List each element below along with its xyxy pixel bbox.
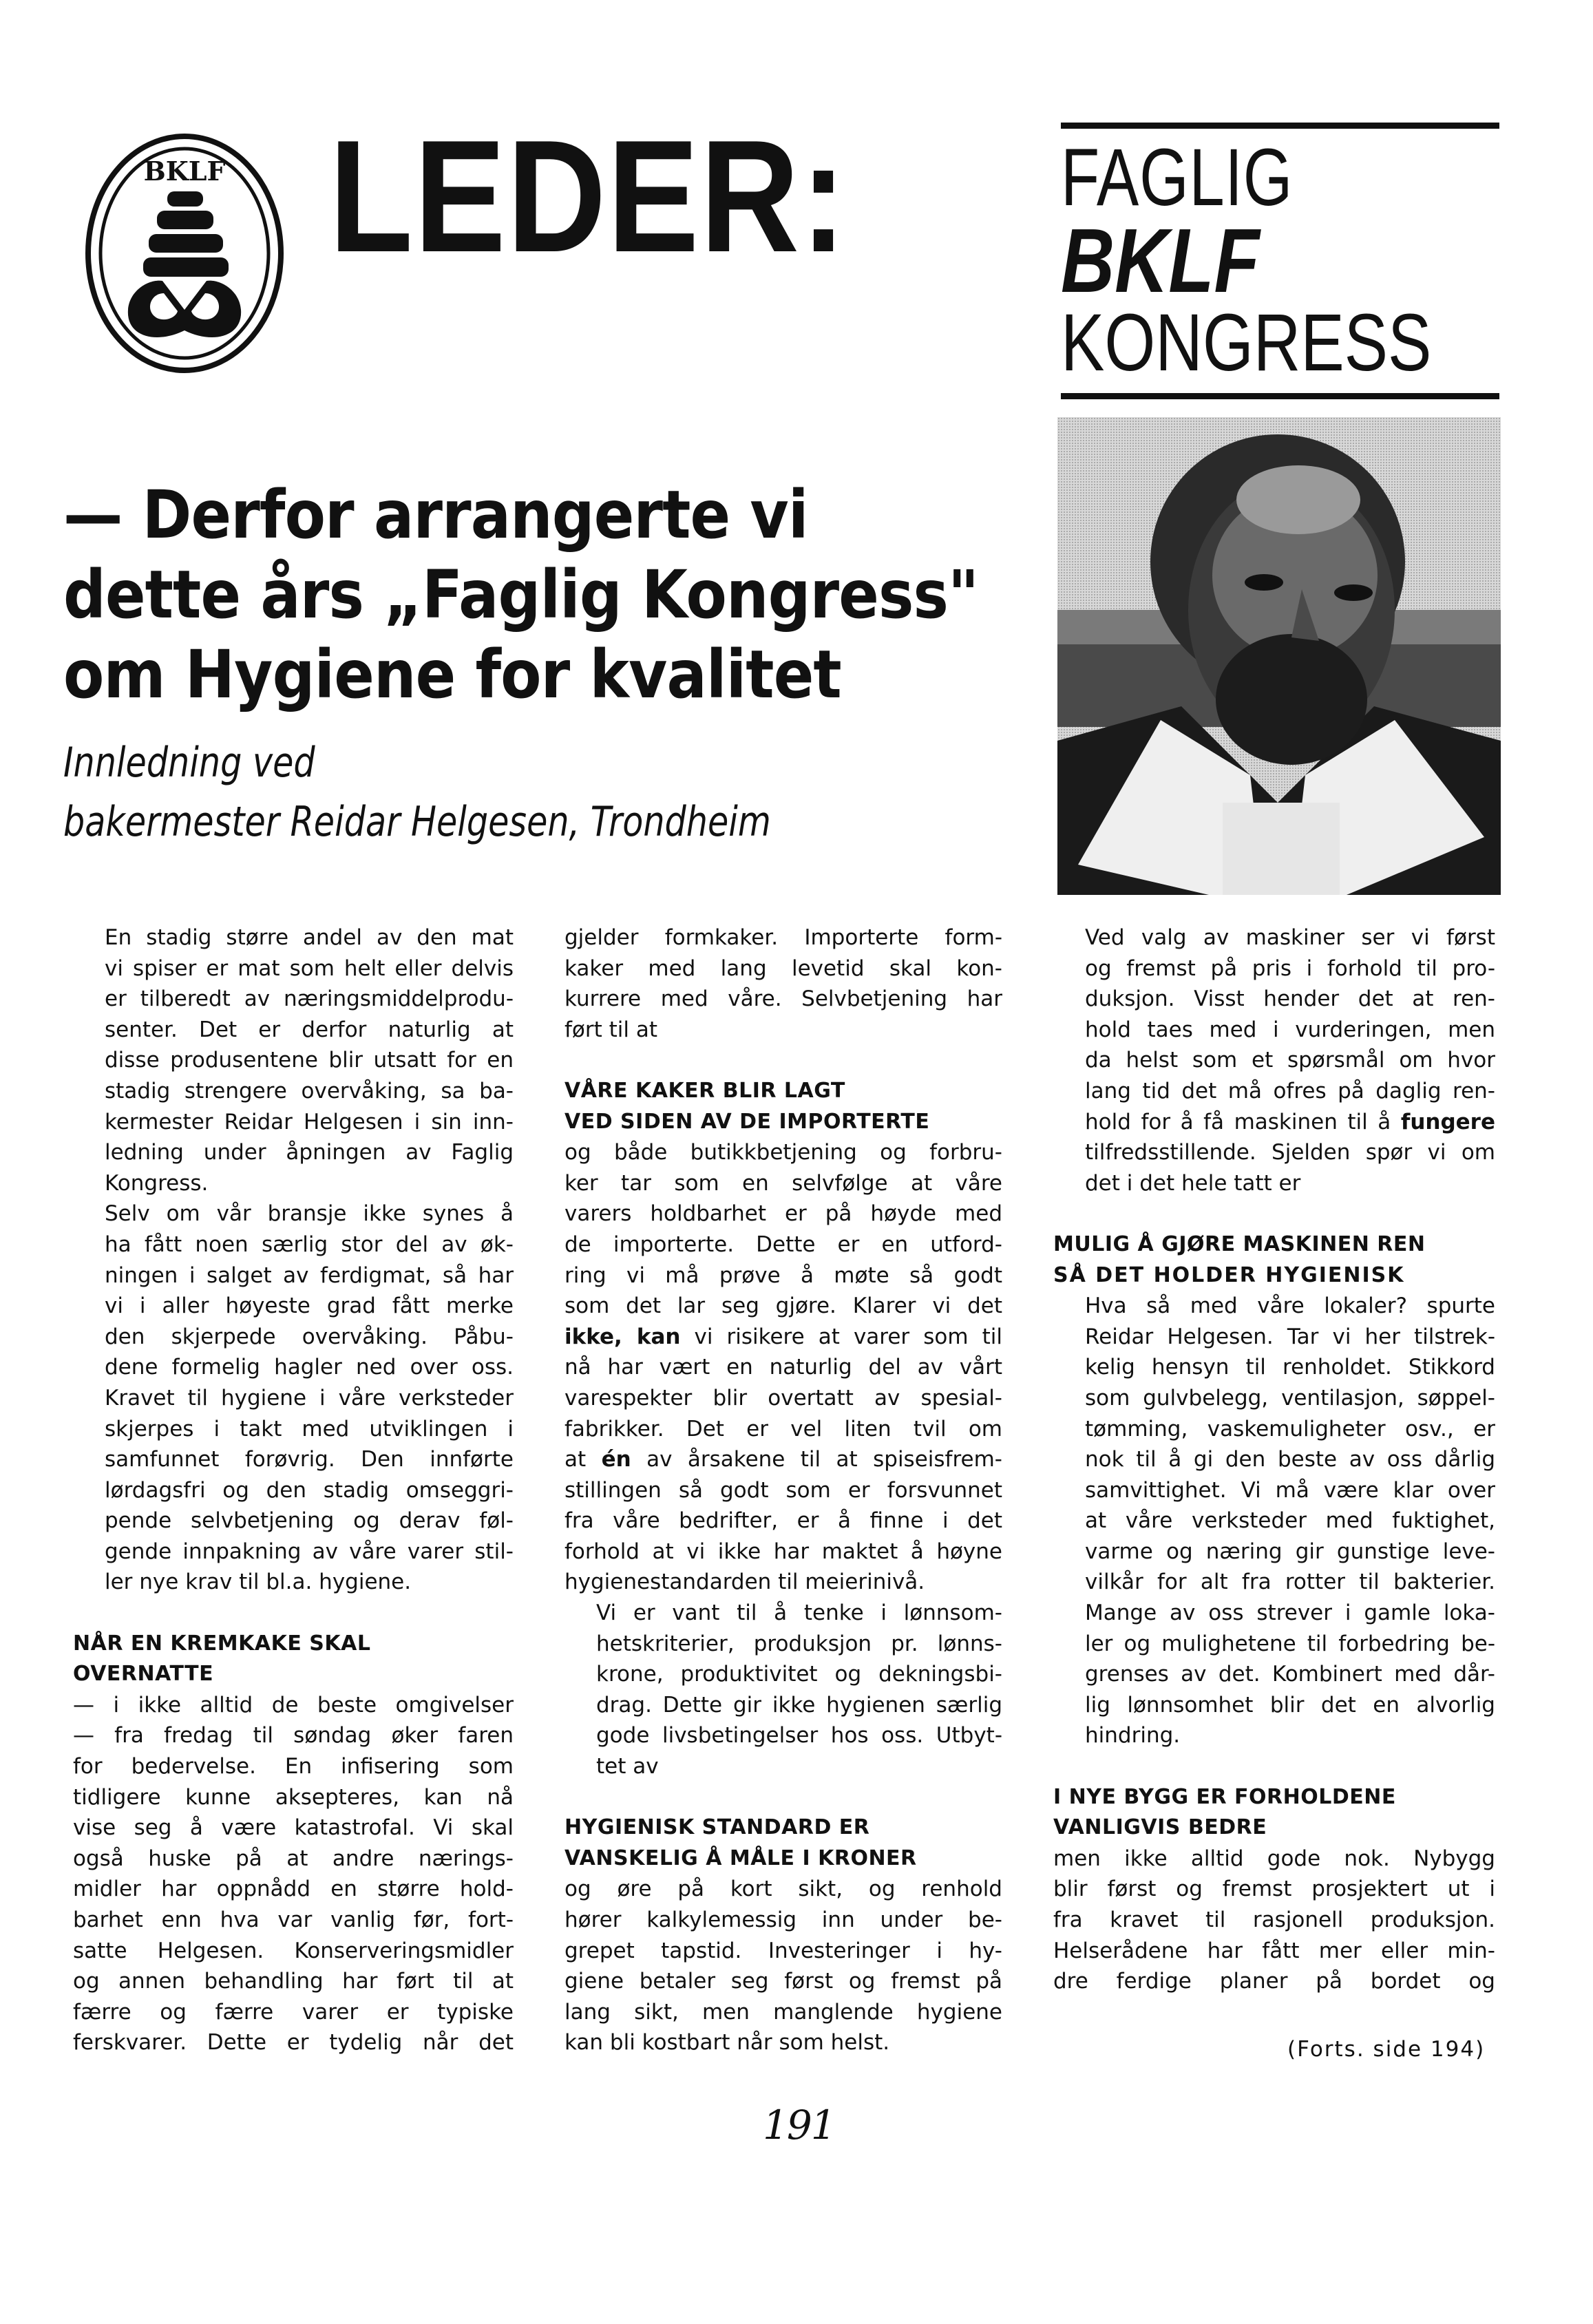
- subheading-line: I NYE BYGG ER FORHOLDENE: [1053, 1784, 1396, 1809]
- text-line: kan bli kostbart når som helst.: [565, 2030, 890, 2056]
- text-line: gjelder formkaker. Importerte form-: [565, 925, 1002, 950]
- text-column-2: [565, 922, 1002, 2058]
- text-line: ring vi må prøve å møte så godt: [565, 1263, 1002, 1288]
- subheading: [1053, 1229, 1495, 1291]
- paragraph: [565, 1137, 1002, 1598]
- text-line: ferskvarer. Dette er tydelig når det: [73, 2030, 514, 2056]
- text-line: nå har vært en naturlig del av vårt: [565, 1355, 1002, 1380]
- text-line: vilkår for alt fra rotter til bakterier.: [1085, 1570, 1495, 1595]
- text-line: Selv om vår bransje ikke synes å: [105, 1201, 514, 1227]
- headline-line: dette års „Faglig Kongress": [63, 556, 979, 633]
- text-line: vise seg å være katastrofal. Vi skal: [73, 1815, 514, 1841]
- text-line: dre ferdige planer på bordet og: [1053, 1969, 1495, 1994]
- subheading-line: VED SIDEN AV DE IMPORTERTE: [565, 1109, 930, 1134]
- text-line: forhold at vi ikke har maktet å høyne: [565, 1539, 1002, 1564]
- text-line: ledning under åpningen av Faglig: [105, 1140, 514, 1165]
- text-line: Kravet til hygiene i våre verksteder: [105, 1385, 514, 1411]
- text: av årsakene til at spiseisfrem-: [631, 1447, 1002, 1472]
- text-line: midler har oppnådd en større hold-: [73, 1877, 514, 1902]
- text-line: fra våre bedrifter, er å finne i det: [565, 1508, 1002, 1534]
- text-line: drag. Dette gir ikke hygienen særlig: [596, 1692, 1002, 1718]
- subheading-line: VANLIGVIS BEDRE: [1053, 1815, 1267, 1840]
- subheading-line: VANSKELIG Å MÅLE I KRONER: [565, 1846, 917, 1870]
- text-line: Ved valg av maskiner ser vi først: [1085, 925, 1495, 950]
- text-line: grenses av det. Kombinert med dår-: [1085, 1662, 1495, 1687]
- text-line: ningen i salget av ferdigmat, så har: [105, 1263, 514, 1288]
- text-line: ført til at: [565, 1017, 658, 1042]
- subheading: [73, 1629, 514, 1690]
- subheading: [565, 1813, 1002, 1874]
- subheading-line: HYGIENISK STANDARD ER: [565, 1815, 870, 1840]
- subheading-line: MULIG Å GJØRE MASKINEN REN: [1053, 1232, 1426, 1256]
- text-line: [565, 1322, 1002, 1353]
- text-line: samvittighet. Vi må være klar over: [1085, 1477, 1495, 1503]
- text-line: lørdagsfri og den stadig omseggri-: [105, 1477, 514, 1503]
- byline-line: bakermester Reidar Helgesen, Trondheim: [63, 798, 771, 846]
- text-line: og øre på kort sikt, og renhold: [565, 1877, 1002, 1902]
- text: vi risikere at varer som til: [680, 1324, 1002, 1349]
- text-line: ker tar som en selvfølge at våre: [565, 1170, 1002, 1196]
- page-number: 191: [763, 2102, 835, 2148]
- text-line: Hva så med våre lokaler? spurte: [1085, 1293, 1495, 1319]
- text-line: ler og mulighetene til forbedring be-: [1085, 1631, 1495, 1656]
- text-line: krone, produktivitet og dekningsbi-: [596, 1662, 1002, 1687]
- paragraph: [1053, 1291, 1495, 1751]
- bottom-rule: [1061, 393, 1499, 399]
- text-line: kelig hensyn til renholdet. Stikkord: [1085, 1355, 1495, 1380]
- paragraph: [1053, 922, 1495, 1198]
- text-line: Helserådene har fått mer eller min-: [1053, 1938, 1495, 1963]
- text-line: ler nye krav til bl.a. hygiene.: [105, 1570, 412, 1595]
- text-line: nok til å gi den beste av oss dårlig: [1085, 1447, 1495, 1472]
- subheading-line: VÅRE KAKER BLIR LAGT: [565, 1078, 845, 1103]
- text-line: gode livsbetingelser hos oss. Utbyt-: [596, 1723, 1002, 1749]
- top-rule: [1061, 123, 1499, 129]
- text-line: lang sikt, men manglende hygiene: [565, 1999, 1002, 2025]
- portrait-photo: [1057, 417, 1501, 895]
- bold-text: én: [601, 1447, 631, 1472]
- text-line: den skjerpede overvåking. Påbu-: [105, 1324, 514, 1349]
- paragraph: [73, 1198, 514, 1598]
- text-line: varme og næring gir gunstige leve-: [1085, 1539, 1495, 1564]
- text-line: færre og færre varer er typiske: [73, 1999, 514, 2025]
- header-line-kongress: KONGRESS: [1061, 297, 1432, 388]
- text: hold for å få maskinen til å: [1085, 1109, 1401, 1134]
- article-headline: [63, 475, 979, 715]
- text-line: — fra fredag til søndag øker faren: [73, 1723, 514, 1749]
- kongress-header-block: [1061, 123, 1499, 399]
- text-line: tet av: [596, 1754, 659, 1779]
- text-line: lig lønnsomhet blir det en alvorlig: [1085, 1692, 1495, 1718]
- text-line: lang tid det må ofres på daglig ren-: [1085, 1078, 1495, 1103]
- text-line: vi spiser er mat som helt eller delvis: [105, 955, 514, 981]
- text-line: ha fått noen særlig stor del av øk-: [105, 1232, 514, 1257]
- text-line: også huske på at andre nærings-: [73, 1846, 514, 1871]
- text-line: dene formelig hagler ned over oss.: [105, 1355, 514, 1380]
- text-line: hetskriterier, produksjon pr. lønns-: [596, 1631, 1002, 1656]
- text-line: hører kalkylemessig inn under be-: [565, 1908, 1002, 1932]
- header-line-bklf: BKLF: [1061, 210, 1260, 311]
- text-line: og fremst på pris i forhold til pro-: [1085, 955, 1495, 981]
- text-line: som det lar seg gjøre. Klarer vi det: [565, 1293, 1002, 1319]
- text-line: og både butikkbetjening og forbru-: [565, 1140, 1002, 1165]
- text-line: tilfredsstillende. Sjelden spør vi om: [1085, 1140, 1495, 1165]
- text-line: tidligere kunne aksepteres, kan nå: [73, 1784, 514, 1810]
- paragraph: [565, 1874, 1002, 2058]
- paragraph: [73, 1690, 514, 2058]
- text-line: hindring.: [1085, 1723, 1181, 1749]
- continuation-note: (Forts. side 194): [1287, 2037, 1486, 2062]
- text-line: giene betaler seg først og fremst på: [565, 1969, 1002, 1994]
- headline-line: — Derfor arrangerte vi: [63, 476, 808, 553]
- text-line: er tilberedt av næringsmiddelprodu-: [105, 986, 514, 1012]
- text-line: duksjon. Visst hender det at ren-: [1085, 986, 1495, 1012]
- text: at: [565, 1447, 602, 1472]
- header-line-faglig: FAGLIG: [1061, 132, 1294, 223]
- text-line: og annen behandling har ført til at: [73, 1969, 514, 1994]
- text-line: vi i aller høyeste grad fått merke: [105, 1293, 514, 1319]
- text-line: fra kravet til rasjonell produksjon.: [1053, 1908, 1495, 1932]
- text-line: barhet enn hva var vanlig før, fort-: [73, 1908, 514, 1932]
- text-line: varers holdbarhet er på høyde med: [565, 1201, 1002, 1227]
- text-line: men ikke alltid gode nok. Nybygg: [1053, 1846, 1495, 1871]
- paragraph: [565, 922, 1002, 1045]
- text-line: som gulvbelegg, ventilasjon, søppel-: [1085, 1385, 1495, 1411]
- subheading: [1053, 1782, 1495, 1844]
- byline-line: Innledning ved: [63, 739, 315, 787]
- text-line: at våre verksteder med fuktighet,: [1085, 1508, 1495, 1534]
- text-line: tømming, vaskemuligheter osv., er: [1085, 1416, 1495, 1441]
- text-line: stillingen så godt som er forsvunnet: [565, 1477, 1002, 1503]
- subheading: [565, 1076, 1002, 1137]
- section-label: LEDER:: [329, 107, 847, 286]
- text-line: Vi er vant til å tenke i lønnsom-: [596, 1601, 1002, 1626]
- text-line: senter. Det er derfor naturlig at: [105, 1017, 514, 1042]
- text-line: kurrere med våre. Selvbetjening har: [565, 986, 1002, 1012]
- bold-text: ikke, kan: [565, 1324, 681, 1349]
- logo-text: BKLF: [143, 156, 226, 187]
- text-line: grepet tapstid. Investeringer i hy-: [565, 1938, 1002, 1963]
- paragraph: [565, 1598, 1002, 1782]
- text-line: hold taes med i vurderingen, men: [1085, 1017, 1495, 1042]
- headline-line: om Hygiene for kvalitet: [63, 636, 841, 713]
- bold-text: fungere: [1400, 1109, 1495, 1134]
- text-column-3: [1053, 922, 1495, 1997]
- text-column-1: [73, 922, 514, 2058]
- text-line: kermester Reidar Helgesen i sin inn-: [105, 1109, 514, 1134]
- text-line: [565, 1444, 1002, 1475]
- text-line: disse produsentene blir utsatt for en: [105, 1048, 514, 1073]
- text-line: skjerpes i takt med utviklingen i: [105, 1416, 514, 1441]
- subheading-line: SÅ DET HOLDER HYGIENISK: [1053, 1263, 1405, 1287]
- article-byline: [63, 733, 771, 852]
- text-line: samfunnet forøvrig. Den innførte: [105, 1447, 514, 1472]
- text-line: pende selvbetjening og derav føl-: [105, 1508, 514, 1534]
- text-line: kaker med lang levetid skal kon-: [565, 955, 1002, 981]
- text-line: — i ikke alltid de beste omgivelser: [73, 1692, 514, 1718]
- text-line: En stadig større andel av den mat: [105, 925, 514, 950]
- text-line: hygienestandarden til meierinivå.: [565, 1570, 925, 1595]
- portrait-image: [1057, 417, 1501, 895]
- text-line: det i det hele tatt er: [1085, 1170, 1301, 1196]
- bakery-pretzel-logo-icon: [81, 131, 288, 375]
- bklf-logo: [81, 131, 288, 375]
- paragraph: [1053, 1844, 1495, 1997]
- text-line: Mange av oss strever i gamle loka-: [1085, 1601, 1495, 1626]
- text-line: da helst som et spørsmål om hvor: [1085, 1048, 1495, 1073]
- text-line: gende innpakning av våre varer stil-: [105, 1539, 514, 1564]
- text-line: blir først og fremst prosjektert ut i: [1053, 1877, 1495, 1902]
- text-line: stadig strengere overvåking, sa ba-: [105, 1078, 514, 1103]
- paragraph: [73, 922, 514, 1198]
- text-line: Reidar Helgesen. Tar vi her tilstrek-: [1085, 1324, 1495, 1349]
- text-line: for bedervelse. En infisering som: [73, 1754, 514, 1779]
- subheading-line: NÅR EN KREMKAKE SKAL: [73, 1631, 371, 1656]
- text-line: varespekter blir overtatt av spesial-: [565, 1385, 1002, 1411]
- subheading-line: OVERNATTE: [73, 1662, 214, 1687]
- text-line: fabrikker. Det er vel liten tvil om: [565, 1416, 1002, 1441]
- text-line: satte Helgesen. Konserveringsmidler: [73, 1938, 514, 1963]
- text-line: Kongress.: [105, 1170, 209, 1196]
- text-line: [1053, 1107, 1495, 1138]
- text-line: de importerte. Dette er en utford-: [565, 1232, 1002, 1257]
